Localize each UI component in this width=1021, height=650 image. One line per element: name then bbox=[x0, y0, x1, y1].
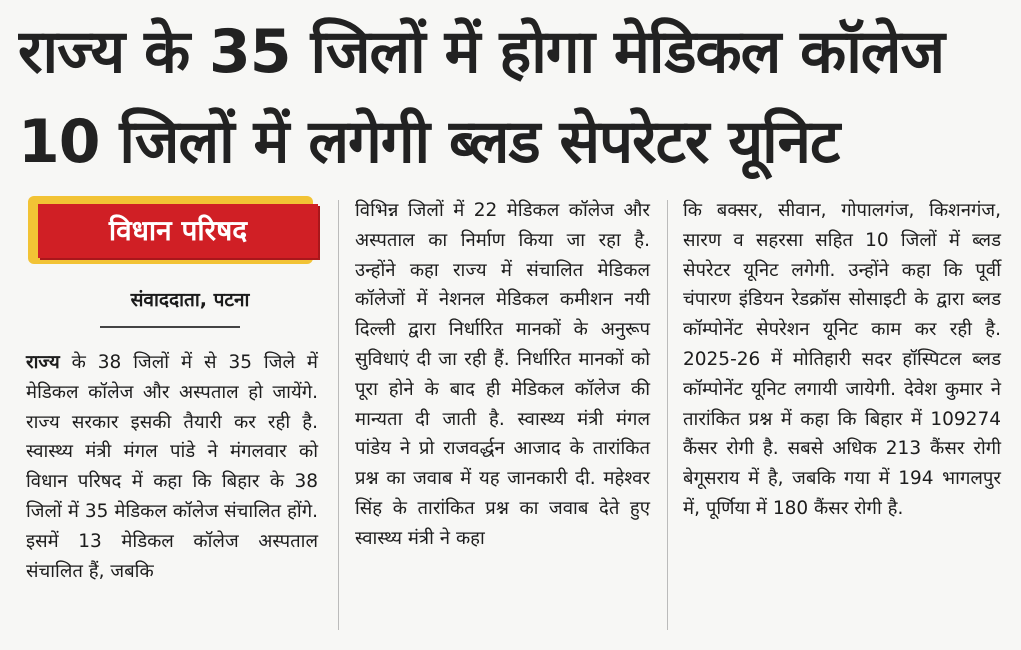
column-divider-1 bbox=[338, 200, 339, 630]
byline-divider bbox=[100, 326, 240, 328]
section-tag: विधान परिषद bbox=[38, 204, 318, 258]
column-3-text: कि बक्सर, सीवान, गोपालगंज, किशनगंज, सारण व सहरसा सहित 10 जिलों में ब्लड सेपरेटर यूनिट लगेगी. उन्होंने कहा कि पूर्वी चंपारण इंडियन रेडक्रॉस सोसाइटी के द्वारा ब्लड कॉम्पोनेंट सेपरेशन यूनिट काम कर रही है. 2025-26 में मोतिहारी सदर हॉस्पिटल ब्लड कॉम्पोनेंट यूनिट लगायी जायेगी. देवेश कुमार ने तारांकित प्रश्न में कहा कि बिहार में 109274 कैंसर रोगी है. सबसे अधिक 213 कैंसर रोगी बेगूसराय में है, जबकि गया में 194 भागलपुर में, पूर्णिया में 180 कैंसर रोगी है. bbox=[683, 200, 1001, 519]
article-column-3 bbox=[683, 196, 1001, 524]
section-tag-frame bbox=[28, 196, 313, 264]
article-column-1 bbox=[26, 348, 318, 586]
column-2-text: विभिन्न जिलों में 22 मेडिकल कॉलेज और अस्पताल का निर्माण किया जा रहा है. उन्होंने कहा राज्य में संचालित मेडिकल कॉलेजों में नेशनल मेडिकल कमीशन नयी दिल्ली द्वारा निर्धारित मानकों के अनुरूप सुविधाएं दी जा रही हैं. निर्धारित मानकों को पूरा होने के बाद ही मेडिकल कॉलेज की मान्यता दी जाती है. स्वास्थ्य मंत्री मंगल पांडेय ने प्रो राजवर्द्धन आजाद के तारांकित प्रश्न का जवाब में यह जानकारी दी. महेश्वर सिंह के तारांकित प्रश्न का जवाब देते हुए स्वास्थ्य मंत्री ने कहा bbox=[355, 200, 650, 549]
column-divider-2 bbox=[667, 200, 668, 630]
column-1-text: के 38 जिलों में से 35 जिले में मेडिकल कॉलेज और अस्पताल हो जायेंगे. राज्य सरकार इसकी तैयारी कर रही है. स्वास्थ्य मंत्री मंगल पांडे ने मंगलवार को विधान परिषद में कहा कि बिहार के 38 जिलों में 35 मेडिकल कॉलेज संचालित होंगे. इसमें 13 मेडिकल कॉलेज अस्पताल संचालित हैं, जबकि bbox=[26, 352, 318, 582]
byline: संवाददाता, पटना bbox=[130, 289, 250, 311]
headline-line-1: राज्य के 35 जिलों में होगा मेडिकल कॉलेज bbox=[18, 17, 944, 87]
article-column-2 bbox=[355, 196, 650, 554]
lead-word: राज्य bbox=[26, 352, 60, 373]
headline-line-2: 10 जिलों में लगेगी ब्लड सेपरेटर यूनिट bbox=[18, 107, 840, 177]
